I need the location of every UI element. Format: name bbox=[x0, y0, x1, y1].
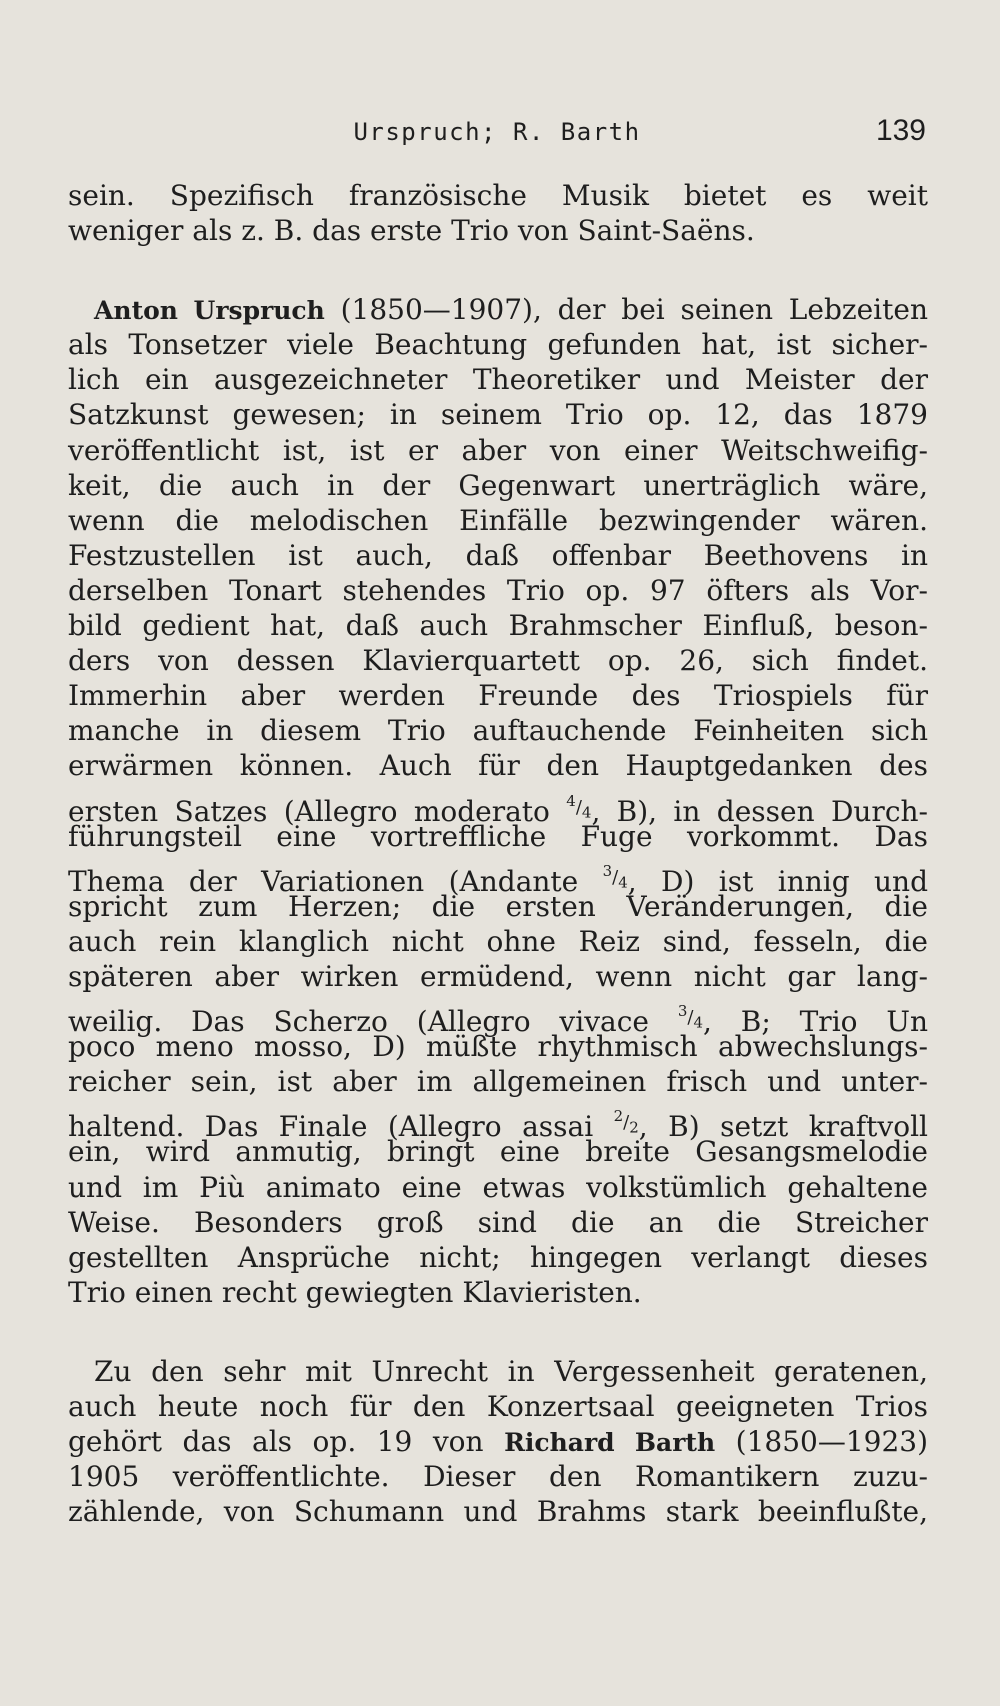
text-line: weilig. Das Scherzo (Allegro vivace $^{^3/_4}$, B; Trio Un bbox=[68, 1002, 928, 1039]
composer-name: Anton Urspruch bbox=[94, 296, 325, 326]
paragraph bbox=[68, 292, 928, 1310]
text-line: Festzustellen ist auch, daß offenbar Beethovens in bbox=[68, 538, 928, 572]
text-line: 1905 veröffentlichte. Dieser den Romantikern zuzu- bbox=[68, 1460, 928, 1494]
text-line: derselben Tonart stehendes Trio op. 97 öfters als Vor- bbox=[68, 573, 928, 607]
text-line: wenn die melodischen Einfälle bezwingender wären. bbox=[68, 503, 928, 537]
text-line: keit, die auch in der Gegenwart unerträglich wäre, bbox=[68, 468, 928, 502]
fraction: 2/2 bbox=[613, 1107, 639, 1137]
text-line: gestellten Ansprüche nicht; hingegen verlangt dieses bbox=[68, 1240, 928, 1274]
text-line: gehört das als op. 19 von Richard Barth (1850—1923) bbox=[68, 1425, 929, 1459]
text-line: ersten Satzes (Allegro moderato $^{^4/_4}$, B), in dessen Durch- bbox=[68, 791, 928, 828]
text-line: veröffentlicht ist, ist er aber von einer Weitschweifig- bbox=[68, 433, 928, 467]
text-line: bild gedient hat, daß auch Brahmscher Einfluß, beson- bbox=[68, 609, 928, 643]
text-line: manche in diesem Trio auftauchende Feinheiten sich bbox=[68, 714, 928, 748]
text-line: zählende, von Schumann und Brahms stark beeinflußte, bbox=[68, 1495, 928, 1529]
body-text bbox=[68, 178, 928, 1529]
text-line: lich ein ausgezeichneter Theoretiker und Meister der bbox=[68, 363, 928, 397]
running-title: Urspruch; R. Barth bbox=[353, 118, 641, 146]
text-line: sein. Spezifisch französische Musik bietet es weit bbox=[68, 179, 928, 212]
text-line: Anton Urspruch (1850—1907), der bei seinen Lebzeiten bbox=[94, 293, 928, 327]
composer-name: Richard Barth bbox=[504, 1428, 716, 1458]
text-line: spricht zum Herzen; die ersten Veränderungen, die bbox=[68, 889, 928, 923]
page-number: 139 bbox=[875, 114, 926, 147]
text-line: führungsteil eine vortreffliche Fuge vorkommt. Das bbox=[68, 819, 928, 853]
text-line: reicher sein, ist aber im allgemeinen frisch und unter- bbox=[68, 1065, 928, 1099]
text-line: erwärmen können. Auch für den Hauptgedanken des bbox=[68, 749, 928, 783]
paragraph bbox=[68, 1354, 928, 1529]
fraction: 3/4 bbox=[602, 861, 628, 892]
text-line: poco meno mosso, D) müßte rhythmisch abwechslungs- bbox=[68, 1030, 928, 1064]
text-line: Immerhin aber werden Freunde des Triospiels für bbox=[68, 679, 928, 713]
fraction: 3/4 bbox=[677, 1002, 703, 1032]
text-line: Zu den sehr mit Unrecht in Vergessenheit geratenen, bbox=[94, 1354, 928, 1388]
paragraph bbox=[68, 178, 928, 248]
text-line: Thema der Variationen (Andante $^{^3/_4}$, D) ist innig und bbox=[68, 861, 928, 898]
text-line: auch rein klanglich nicht ohne Reiz sind, fesseln, die bbox=[68, 924, 928, 958]
text-line: als Tonsetzer viele Beachtung gefunden hat, ist sicher- bbox=[68, 328, 928, 362]
page-header bbox=[68, 114, 926, 158]
text-line: Trio einen recht gewiegten Klavieristen. bbox=[68, 1275, 642, 1309]
text-line: auch heute noch für den Konzertsaal geeigneten Trios bbox=[68, 1390, 928, 1423]
text-line: späteren aber wirken ermüdend, wenn nicht gar lang- bbox=[68, 959, 928, 993]
text-line: weniger als z. B. das erste Trio von Saint-Saëns. bbox=[68, 214, 755, 248]
text-line: ein, wird anmutig, bringt eine breite Gesangsmelodie bbox=[68, 1135, 928, 1169]
fraction: 4/4 bbox=[566, 791, 592, 822]
text-line: Satzkunst gewesen; in seinem Trio op. 12, das 1879 bbox=[68, 398, 928, 432]
text-line: und im Più animato eine etwas volkstümlich gehaltene bbox=[68, 1170, 928, 1204]
text-line: haltend. Das Finale (Allegro assai $^{^2/_2}$, B) setzt kraftvoll bbox=[68, 1107, 928, 1144]
text-line: ders von dessen Klavierquartett op. 26, sich findet. bbox=[68, 644, 928, 678]
text-line: Weise. Besonders groß sind die an die Streicher bbox=[68, 1205, 928, 1239]
